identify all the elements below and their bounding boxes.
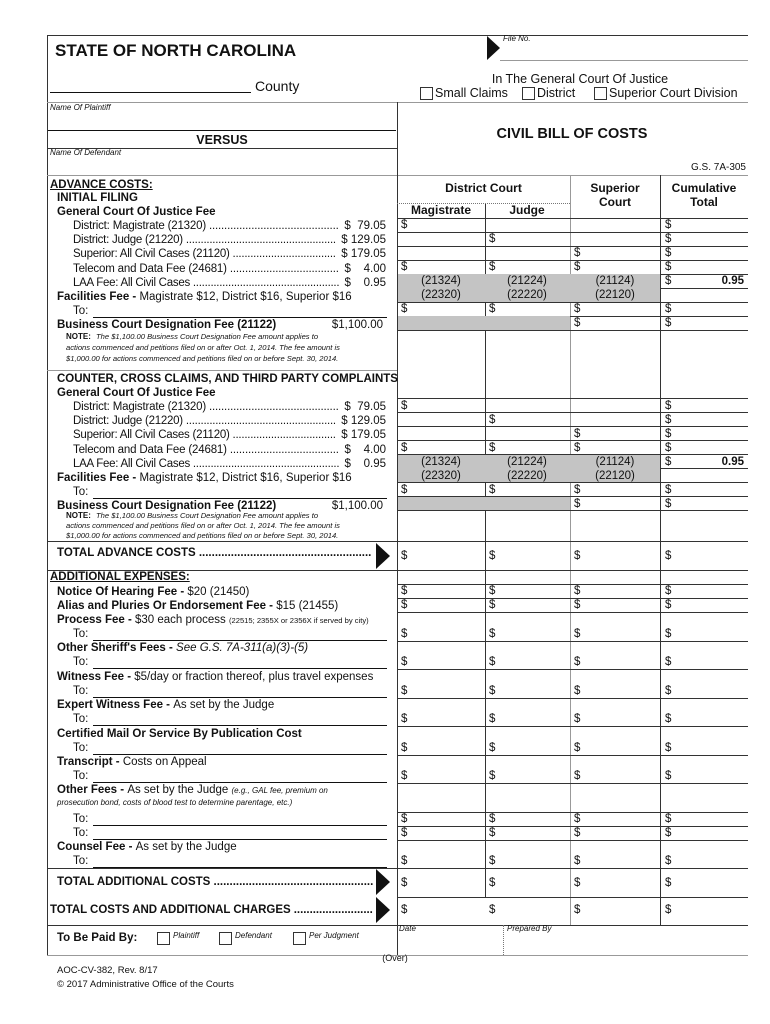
to-be-paid-by-label: To Be Paid By: xyxy=(57,932,138,944)
superior-court-division-label: Superior Court Division xyxy=(609,86,738,100)
dollar-field[interactable]: $ xyxy=(574,247,581,259)
dollar-field[interactable]: $ xyxy=(665,904,672,916)
defendant-option: Defendant xyxy=(235,931,272,940)
fee-label: District: Magistrate (21320) ........................................... xyxy=(73,220,339,232)
dollar-field[interactable]: $ xyxy=(574,877,581,889)
note-label: NOTE: xyxy=(66,511,91,520)
text-part: (e.g., GAL fee, premium on xyxy=(231,786,328,795)
dollar-field[interactable]: $ xyxy=(665,247,672,259)
shaded-cell xyxy=(398,497,570,510)
dollar-field[interactable]: $ xyxy=(665,414,672,426)
dollar-field[interactable]: $ xyxy=(574,827,581,839)
dollar-field[interactable]: $ xyxy=(574,904,581,916)
dollar-field[interactable]: $ xyxy=(489,303,496,315)
form-id: AOC-CV-382, Rev. 8/17 xyxy=(57,965,158,976)
text-part: Witness Fee - xyxy=(57,671,135,683)
to-label: To: xyxy=(73,685,89,697)
to-label: To: xyxy=(73,305,89,317)
divider xyxy=(500,60,748,61)
dollar-field[interactable]: $ xyxy=(401,585,408,597)
dollar-field[interactable]: $ xyxy=(401,484,408,496)
dollar-field[interactable]: $ xyxy=(489,827,496,839)
text-part: $30 each process xyxy=(134,614,229,626)
divider xyxy=(47,868,397,869)
dollar-field[interactable]: $ xyxy=(665,275,672,287)
process-fee xyxy=(57,613,369,627)
date-label: Date xyxy=(399,924,416,933)
divider xyxy=(47,370,397,371)
facilities-fee-label: Facilities Fee - xyxy=(57,472,140,484)
fee-amount: $ 179.05 xyxy=(341,248,386,261)
plaintiff-field[interactable] xyxy=(48,130,396,131)
plaintiff-checkbox[interactable] xyxy=(157,932,170,945)
divider xyxy=(397,246,748,247)
to-label: To: xyxy=(73,770,89,782)
fee-amount: $ 129.05 xyxy=(341,234,386,247)
fee-amount: $ 4.00 xyxy=(344,262,386,275)
facilities-code: (22220) xyxy=(507,289,547,301)
dollar-field[interactable]: $ xyxy=(665,656,672,668)
to-label: To: xyxy=(73,628,89,640)
fee-amount: $ 79.05 xyxy=(344,220,386,232)
divider xyxy=(397,584,748,585)
dollar-field[interactable]: $ xyxy=(401,261,408,273)
dollar-field[interactable]: $ xyxy=(574,442,581,454)
text-part: Notice Of Hearing Fee - xyxy=(57,586,188,598)
fee-label: LAA Fee: All Civil Cases .................................................. xyxy=(73,457,340,470)
total-advance-costs-label: TOTAL ADVANCE COSTS ...................................................... xyxy=(57,547,372,559)
dollar-field[interactable]: $ xyxy=(665,813,672,825)
date-field[interactable] xyxy=(400,935,500,955)
total-additional-arrow-icon xyxy=(376,869,390,895)
text-part: (22515; 2355X or 2356X if served by city) xyxy=(228,616,369,625)
fee-label: District: Judge (21220) ................................................... xyxy=(73,234,336,247)
text-part: $5/day or fraction thereof, plus travel expenses xyxy=(134,671,374,683)
plaintiff-label: Name Of Plaintiff xyxy=(50,103,111,112)
divider xyxy=(397,426,748,427)
dollar-field[interactable]: $ xyxy=(665,713,672,725)
dollar-field[interactable]: $ xyxy=(489,599,496,611)
dollar-field[interactable]: $ xyxy=(574,585,581,597)
dollar-field[interactable]: $ xyxy=(665,877,672,889)
dollar-field[interactable]: $ xyxy=(489,877,496,889)
divider xyxy=(397,302,748,303)
copyright: © 2017 Administrative Office of the Courts xyxy=(57,979,234,990)
text-part: Other Fees - xyxy=(57,784,128,796)
text-part: See G.S. 7A-311(a)(3)-(5) xyxy=(176,642,309,654)
divider xyxy=(397,510,748,511)
business-court-fee-amount: $1,100.00 xyxy=(331,319,383,331)
superior-court-header: Superior xyxy=(590,181,640,195)
dollar-field[interactable]: $ xyxy=(665,456,672,468)
facilities-code: (22320) xyxy=(421,470,461,482)
facilities-code: (21124) xyxy=(595,275,635,287)
dollar-field[interactable]: $ xyxy=(489,261,496,273)
to-label: To: xyxy=(73,713,89,725)
divider xyxy=(47,35,748,36)
defendant-checkbox[interactable] xyxy=(219,932,232,945)
dollar-field[interactable]: $ xyxy=(665,233,672,245)
fee-label: Telecom and Data Fee (24681) .................................... xyxy=(73,262,339,275)
dollar-field[interactable]: $ xyxy=(665,498,672,510)
small-claims-checkbox[interactable] xyxy=(420,87,433,100)
county-field[interactable] xyxy=(50,92,251,93)
divider xyxy=(397,755,748,756)
dollar-field[interactable]: $ xyxy=(665,585,672,597)
dollar-field[interactable]: $ xyxy=(574,550,581,562)
dollar-field[interactable]: $ xyxy=(401,599,408,611)
dollar-field[interactable]: $ xyxy=(401,855,408,867)
text-part: Transcript - xyxy=(57,756,123,768)
divider xyxy=(485,203,486,897)
fee-label: Superior: All Civil Cases (21120) ................................... xyxy=(73,248,336,261)
divider xyxy=(47,35,48,955)
section-subheading: General Court Of Justice Fee xyxy=(57,206,216,218)
dollar-field[interactable]: $ xyxy=(489,855,496,867)
dollar-field[interactable]: $ xyxy=(574,303,581,315)
dollar-field[interactable]: $ xyxy=(489,233,496,245)
dollar-field[interactable]: $ xyxy=(574,261,581,273)
file-no-label: File No. xyxy=(503,34,531,43)
dollar-field[interactable]: $ xyxy=(574,599,581,611)
county-label: County xyxy=(255,78,300,94)
facilities-code: (21324) xyxy=(421,456,461,468)
dollar-field[interactable]: $ xyxy=(665,770,672,782)
dollar-field[interactable]: $ xyxy=(489,585,496,597)
dollar-field[interactable]: $ xyxy=(489,770,496,782)
facilities-fee-text: Magistrate $12, District $16, Superior $16 xyxy=(139,472,352,484)
laa-cumulative-value: 0.95 xyxy=(721,456,744,468)
divider xyxy=(397,698,748,699)
to-label: To: xyxy=(73,486,89,498)
dollar-field[interactable]: $ xyxy=(401,877,408,889)
small-claims-label: Small Claims xyxy=(435,86,508,100)
note-text: $1,000.00 for actions commenced and petitions filed on or before Sept. 30, 2014. xyxy=(66,531,339,540)
dollar-field[interactable]: $ xyxy=(401,303,408,315)
note-text: actions commenced and petitions filed on or after Oct. 1, 2014. The fee amount is xyxy=(66,343,340,352)
dollar-field[interactable]: $ xyxy=(665,599,672,611)
text-part: As set by the Judge xyxy=(127,784,232,796)
note-text: actions commenced and petitions filed on or after Oct. 1, 2014. The fee amount is xyxy=(66,521,340,530)
divider xyxy=(397,232,748,233)
facilities-fee-text: Magistrate $12, District $16, Superior $16 xyxy=(139,291,352,303)
dollar-field[interactable]: $ xyxy=(665,484,672,496)
dollar-field[interactable]: $ xyxy=(665,400,672,412)
divider xyxy=(397,868,748,869)
text-part: As set by the Judge xyxy=(135,841,237,853)
dollar-field[interactable]: $ xyxy=(574,656,581,668)
section-title: COUNTER, CROSS CLAIMS, AND THIRD PARTY COMPLAINTS xyxy=(57,373,398,385)
fee-label: District: Judge (21220) ................................................... xyxy=(73,415,336,428)
dollar-field[interactable]: $ xyxy=(574,484,581,496)
to-label: To: xyxy=(73,656,89,668)
facilities-fee-label: Facilities Fee - xyxy=(57,291,140,303)
text-part: Costs on Appeal xyxy=(122,756,207,768)
divider xyxy=(397,598,748,599)
dollar-field[interactable]: $ xyxy=(489,813,496,825)
advance-costs-heading: ADVANCE COSTS: xyxy=(50,179,153,191)
dollar-field[interactable]: $ xyxy=(665,303,672,315)
cumulative-total-header: Total xyxy=(690,195,718,209)
fee-label: District: Magistrate (21320) ........................................... xyxy=(73,401,339,413)
divider xyxy=(397,826,748,827)
dollar-field[interactable]: $ xyxy=(574,317,581,329)
note-text: The $1,100.00 Business Court Designation Fee amount applies to xyxy=(96,332,319,341)
divider xyxy=(503,925,504,955)
form-title: CIVIL BILL OF COSTS xyxy=(496,126,648,142)
per-judgment-checkbox[interactable] xyxy=(293,932,306,945)
dollar-field[interactable]: $ xyxy=(574,498,581,510)
witness-fee xyxy=(57,670,373,684)
dollar-field[interactable]: $ xyxy=(574,628,581,640)
prepared-by-label: Prepared By xyxy=(507,924,552,933)
divider xyxy=(397,612,748,613)
dollar-field[interactable]: $ xyxy=(574,428,581,440)
court-title: In The General Court Of Justice xyxy=(491,72,669,86)
dollar-field[interactable]: $ xyxy=(401,656,408,668)
dollar-field[interactable]: $ xyxy=(401,685,408,697)
district-label: District xyxy=(537,86,576,100)
additional-expenses-heading: ADDITIONAL EXPENSES: xyxy=(50,571,190,583)
prepared-by-field[interactable] xyxy=(507,935,745,955)
dollar-field[interactable]: $ xyxy=(401,400,408,412)
dollar-field[interactable]: $ xyxy=(401,770,408,782)
text-part: Other Sheriff's Fees - xyxy=(57,642,177,654)
dollar-field[interactable]: $ xyxy=(489,904,496,916)
fee-amount: $ 0.95 xyxy=(344,276,386,289)
dollar-field[interactable]: $ xyxy=(489,442,496,454)
expert-witness-fee xyxy=(57,698,274,712)
total-additional-costs-label: TOTAL ADDITIONAL COSTS .................................................. xyxy=(57,876,374,888)
dollar-field[interactable]: $ xyxy=(574,813,581,825)
divider xyxy=(397,330,748,331)
dollar-field[interactable]: $ xyxy=(574,713,581,725)
dollar-field[interactable]: $ xyxy=(574,855,581,867)
business-court-fee-label: Business Court Designation Fee (21122) xyxy=(57,500,277,512)
dollar-field[interactable]: $ xyxy=(489,414,496,426)
total-costs-label: TOTAL COSTS AND ADDITIONAL CHARGES ......................... xyxy=(50,904,373,916)
dollar-field[interactable]: $ xyxy=(665,219,672,231)
dollar-field[interactable]: $ xyxy=(665,550,672,562)
counsel-fee xyxy=(57,840,237,854)
divider xyxy=(397,641,748,642)
divider xyxy=(397,669,748,670)
fee-label: LAA Fee: All Civil Cases .................................................. xyxy=(73,276,340,289)
superior-court-division-checkbox[interactable] xyxy=(594,87,607,100)
divider xyxy=(397,897,748,898)
total-advance-arrow-icon xyxy=(376,543,390,569)
dollar-field[interactable]: $ xyxy=(665,261,672,273)
section-title: INITIAL FILING xyxy=(57,192,138,204)
facilities-code: (21124) xyxy=(595,456,635,468)
fee-amount: $ 0.95 xyxy=(344,457,386,470)
dollar-field[interactable]: $ xyxy=(401,742,408,754)
dollar-field[interactable]: $ xyxy=(401,219,408,231)
facilities-fee xyxy=(57,471,352,485)
plaintiff-option: Plaintiff xyxy=(173,931,200,940)
to-label: To: xyxy=(73,813,89,825)
fill-in-line[interactable] xyxy=(93,668,387,669)
divider xyxy=(47,925,748,926)
facilities-code: (21224) xyxy=(507,275,547,287)
dollar-field[interactable]: $ xyxy=(489,550,496,562)
dollar-field[interactable]: $ xyxy=(665,827,672,839)
note-label: NOTE: xyxy=(66,332,91,341)
section-subheading: General Court Of Justice Fee xyxy=(57,387,216,399)
to-label: To: xyxy=(73,855,89,867)
dollar-field[interactable]: $ xyxy=(665,628,672,640)
facilities-code: (22220) xyxy=(507,470,547,482)
facilities-code: (22120) xyxy=(595,470,635,482)
superior-court-header: Court xyxy=(599,195,631,209)
facilities-code: (22320) xyxy=(421,289,461,301)
statute-ref: G.S. 7A-305 xyxy=(690,162,746,173)
text-part: $15 (21455) xyxy=(276,600,339,612)
text-part: Process Fee - xyxy=(57,614,135,626)
fee-amount: $ 129.05 xyxy=(341,415,386,428)
dollar-field[interactable]: $ xyxy=(401,628,408,640)
dollar-field[interactable]: $ xyxy=(489,742,496,754)
facilities-code: (21324) xyxy=(421,275,461,287)
text-part: Expert Witness Fee - xyxy=(57,699,174,711)
divider xyxy=(397,840,748,841)
state-title: STATE OF NORTH CAROLINA xyxy=(55,41,297,60)
cumulative-total-header: Cumulative xyxy=(671,181,737,195)
file-no-arrow-icon xyxy=(487,36,500,60)
divider xyxy=(47,541,748,542)
dollar-field[interactable]: $ xyxy=(401,813,408,825)
divider xyxy=(397,783,748,784)
divider xyxy=(397,412,748,413)
facilities-code: (21224) xyxy=(507,456,547,468)
dollar-field[interactable]: $ xyxy=(574,770,581,782)
divider xyxy=(397,398,748,399)
dollar-field[interactable]: $ xyxy=(401,442,408,454)
certified-mail-cost: Certified Mail Or Service By Publication Cost xyxy=(57,728,302,740)
text-part: Counsel Fee - xyxy=(57,841,136,853)
versus-label: VERSUS xyxy=(196,133,248,147)
fill-in-line[interactable] xyxy=(93,825,387,826)
dollar-field[interactable]: $ xyxy=(401,904,408,916)
fill-in-line[interactable] xyxy=(93,725,387,726)
other-fees-note: prosecution bond, costs of blood test to determine parentage, etc.) xyxy=(57,798,293,807)
facilities-fee xyxy=(57,290,352,304)
dollar-field[interactable]: $ xyxy=(665,428,672,440)
business-court-fee-amount: $1,100.00 xyxy=(331,500,383,512)
dollar-field[interactable]: $ xyxy=(401,550,408,562)
dollar-field[interactable]: $ xyxy=(574,742,581,754)
transcript-cost xyxy=(57,755,207,769)
fee-label: Superior: All Civil Cases (21120) ................................... xyxy=(73,429,336,442)
total-costs-arrow-icon xyxy=(376,897,390,923)
judge-header: Judge xyxy=(509,203,545,217)
dollar-field[interactable]: $ xyxy=(401,827,408,839)
per-judgment-option: Per Judgment xyxy=(309,931,359,940)
laa-cumulative-value: 0.95 xyxy=(721,275,744,287)
notice-of-hearing-fee xyxy=(57,585,249,599)
fee-amount: $ 4.00 xyxy=(344,443,386,456)
magistrate-header: Magistrate xyxy=(410,203,472,217)
note-text: The $1,100.00 Business Court Designation Fee amount applies to xyxy=(96,511,319,520)
dollar-field[interactable]: $ xyxy=(665,855,672,867)
facilities-code: (22120) xyxy=(595,289,635,301)
to-label: To: xyxy=(73,827,89,839)
fee-amount: $ 179.05 xyxy=(341,429,386,442)
text-part: Alias and Pluries Or Endorsement Fee - xyxy=(57,600,277,612)
district-checkbox[interactable] xyxy=(522,87,535,100)
fee-amount: $ 79.05 xyxy=(344,401,386,413)
dollar-field[interactable]: $ xyxy=(401,713,408,725)
district-court-header: District Court xyxy=(445,181,522,195)
divider xyxy=(397,260,748,261)
defendant-label: Name Of Defendant xyxy=(50,148,122,157)
dollar-field[interactable]: $ xyxy=(665,317,672,329)
other-sheriff-fees xyxy=(57,641,308,655)
dollar-field[interactable]: $ xyxy=(489,484,496,496)
dollar-field[interactable]: $ xyxy=(665,442,672,454)
divider xyxy=(397,726,748,727)
shaded-cell xyxy=(398,316,570,330)
note-text: $1,000.00 for actions commenced and petitions filed on or before Sept. 30, 2014. xyxy=(66,354,339,363)
other-fees xyxy=(57,783,328,797)
dollar-field[interactable]: $ xyxy=(489,713,496,725)
dollar-field[interactable]: $ xyxy=(489,656,496,668)
dollar-field[interactable]: $ xyxy=(489,685,496,697)
dollar-field[interactable]: $ xyxy=(665,742,672,754)
divider xyxy=(397,440,748,441)
divider xyxy=(397,102,398,955)
dollar-field[interactable]: $ xyxy=(489,628,496,640)
business-court-fee-label: Business Court Designation Fee (21122) xyxy=(57,319,277,331)
text-part: $20 (21450) xyxy=(187,586,250,598)
divider xyxy=(397,218,748,219)
over-label: (Over) xyxy=(382,953,408,963)
dollar-field[interactable]: $ xyxy=(665,685,672,697)
dollar-field[interactable]: $ xyxy=(574,685,581,697)
divider xyxy=(397,812,748,813)
text-part: As set by the Judge xyxy=(173,699,275,711)
to-label: To: xyxy=(73,742,89,754)
alias-pluries-fee xyxy=(57,599,338,613)
fee-label: Telecom and Data Fee (24681) .................................... xyxy=(73,443,339,456)
